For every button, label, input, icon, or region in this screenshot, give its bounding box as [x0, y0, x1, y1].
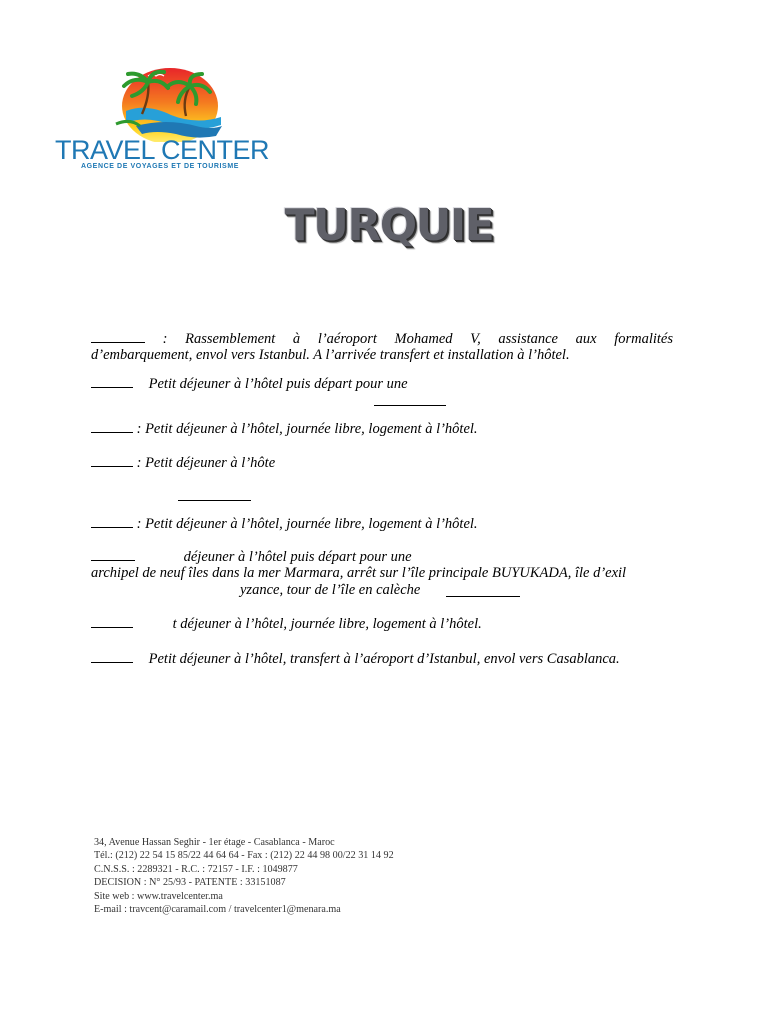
footer-contact	[94, 836, 420, 916]
itinerary-day-3: : Petit déjeuner à l’hôtel, journée libre, logement à l’hôtel.	[91, 420, 478, 438]
day-blank	[91, 615, 133, 628]
itinerary-day-4: : Petit déjeuner à l’hôte	[91, 454, 275, 472]
itinerary-day-6-line-2: archipel de neuf îles dans la mer Marmara, arrêt sur l’île principale BUYUKADA, île d’exil	[91, 565, 627, 581]
footer-decision: DECISION : N° 25/93 - PATENTE : 33151087	[94, 876, 286, 889]
day-blank	[91, 420, 133, 433]
page-title: TURQUIE	[284, 200, 494, 251]
day-blank	[91, 454, 133, 467]
brand-tagline: AGENCE DE VOYAGES ET DE TOURISME	[80, 163, 240, 170]
blank-line	[178, 500, 251, 501]
footer-website: Site web : www.travelcenter.ma	[94, 889, 223, 902]
brand-name: TRAVEL CENTER	[55, 135, 270, 165]
itinerary-day-7: t déjeuner à l’hôtel, journée libre, logement à l’hôtel.	[91, 615, 482, 633]
itinerary-day-5: : Petit déjeuner à l’hôtel, journée libre, logement à l’hôtel.	[91, 515, 478, 533]
travel-center-logo	[22, 66, 298, 176]
day-blank	[91, 650, 133, 663]
blank-line	[446, 596, 520, 597]
footer-phone: Tél.: (212) 22 54 15 85/22 44 64 64 - Fax : (212) 22 44 98 00/22 31 14 92	[94, 849, 394, 862]
itinerary-day-1-line-2: d’embarquement, envol vers Istanbul. A l’arrivée transfert et installation à l’hôtel.	[91, 347, 570, 363]
footer-address: 34, Avenue Hassan Seghir - 1er étage - Casablanca - Maroc	[94, 836, 335, 848]
day-blank	[91, 375, 133, 388]
itinerary-day-6-line-1: déjeuner à l’hôtel puis départ pour une	[91, 548, 412, 566]
blank-line	[374, 405, 446, 406]
itinerary-day-1-line-1: : Rassemblement à l’aéroport Mohamed V, assistance aux formalités	[91, 330, 673, 348]
day-blank	[91, 330, 145, 343]
itinerary-day-6-line-3: yzance, tour de l’île en calèche	[240, 582, 421, 598]
day-blank	[91, 515, 133, 528]
footer-email: E-mail : travcent@caramail.com / travelcenter1@menara.ma	[94, 903, 341, 916]
day-blank	[91, 548, 135, 561]
footer-cnss: C.N.S.S. : 2289321 - R.C. : 72157 - I.F. : 1049877	[94, 862, 298, 875]
itinerary-day-2: Petit déjeuner à l’hôtel puis départ pour une	[91, 375, 408, 393]
sunset-palm-icon	[108, 66, 234, 142]
itinerary-day-8: Petit déjeuner à l’hôtel, transfert à l’aéroport d’Istanbul, envol vers Casablanca.	[91, 650, 620, 668]
